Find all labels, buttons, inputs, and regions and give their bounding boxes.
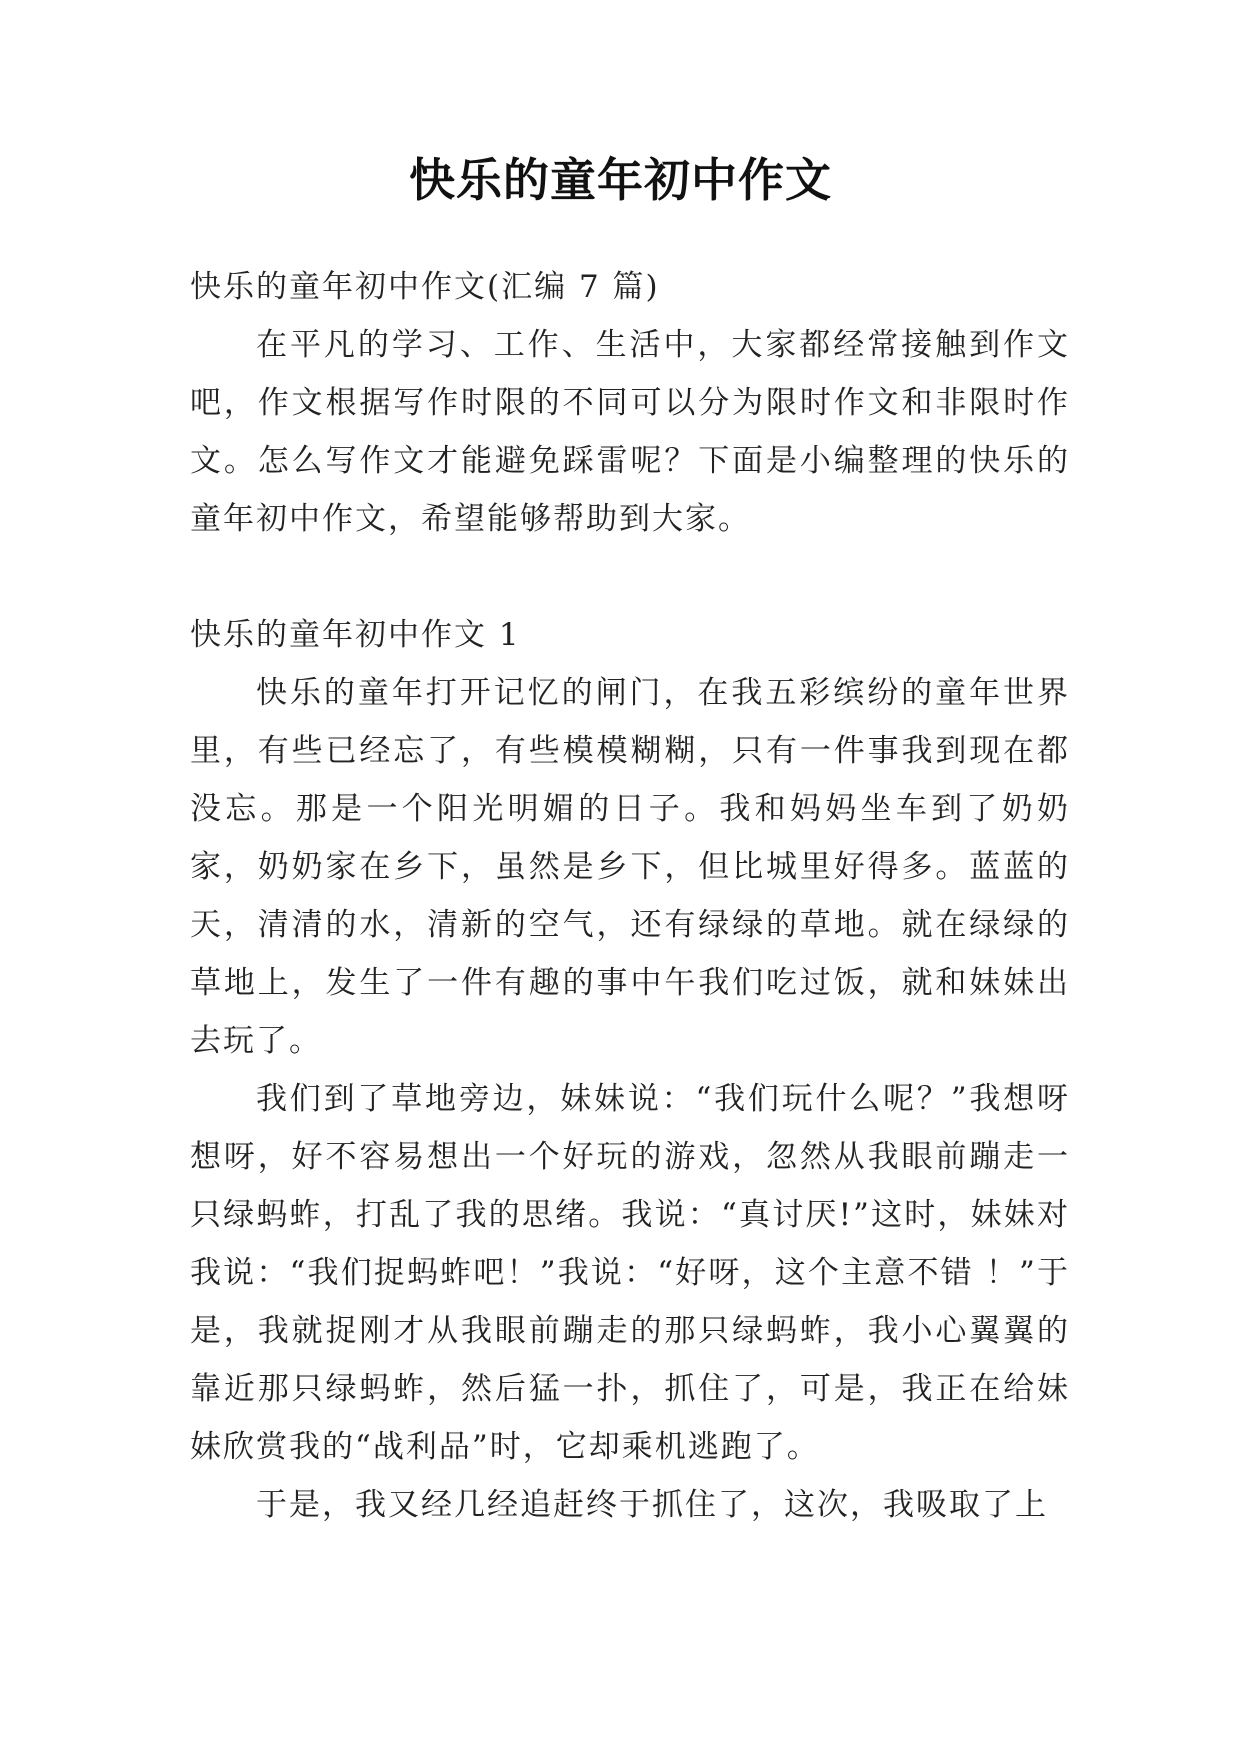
- section1-paragraph-3: 于是，我又经几经追赶终于抓住了，这次，我吸取了上: [256, 1487, 1048, 1523]
- paragraph-gap: [190, 548, 1070, 606]
- intro-paragraph: 在平凡的学习、工作、生活中，大家都经常接触到作文吧，作文根据写作时限的不同可以分为限时作文和非限时作文。怎么写作文才能避免踩雷呢？下面是小编整理的快乐的童年初中作文，希望能够帮助到大家。: [190, 327, 1070, 537]
- section1-paragraph-2: 我们到了草地旁边，妹妹说：“我们玩什么呢？”我想呀想呀，好不容易想出一个好玩的游戏，忽然从我眼前蹦走一只绿蚂蚱，打乱了我的思绪。我说：“真讨厌!”这时，妹妹对我说：“我们捉蚂蚱吧！”我说：“好呀，这个主意不错 ！”于是，我就捉刚才从我眼前蹦走的那只绿蚂蚱，我小心翼翼的靠近那只绿蚂蚱，然后猛一扑，抓住了，可是，我正在给妹妹欣赏我的“战利品”时，它却乘机逃跑了。: [190, 1081, 1070, 1465]
- document-title: 快乐的童年初中作文: [409, 153, 832, 207]
- document-body: [190, 258, 1070, 1534]
- section1-paragraph-1: 快乐的童年打开记忆的闸门，在我五彩缤纷的童年世界里，有些已经忘了，有些模模糊糊，只有一件事我到现在都没忘。那是一个阳光明媚的日子。我和妈妈坐车到了奶奶家，奶奶家在乡下，虽然是乡下，但比城里好得多。蓝蓝的天，清清的水，清新的空气，还有绿绿的草地。就在绿绿的草地上，发生了一件有趣的事中午我们吃过饭，就和妹妹出去玩了。: [190, 675, 1070, 1059]
- section-heading-1: 快乐的童年初中作文 1: [190, 617, 521, 653]
- document-subtitle: 快乐的童年初中作文(汇编 7 篇): [190, 269, 660, 305]
